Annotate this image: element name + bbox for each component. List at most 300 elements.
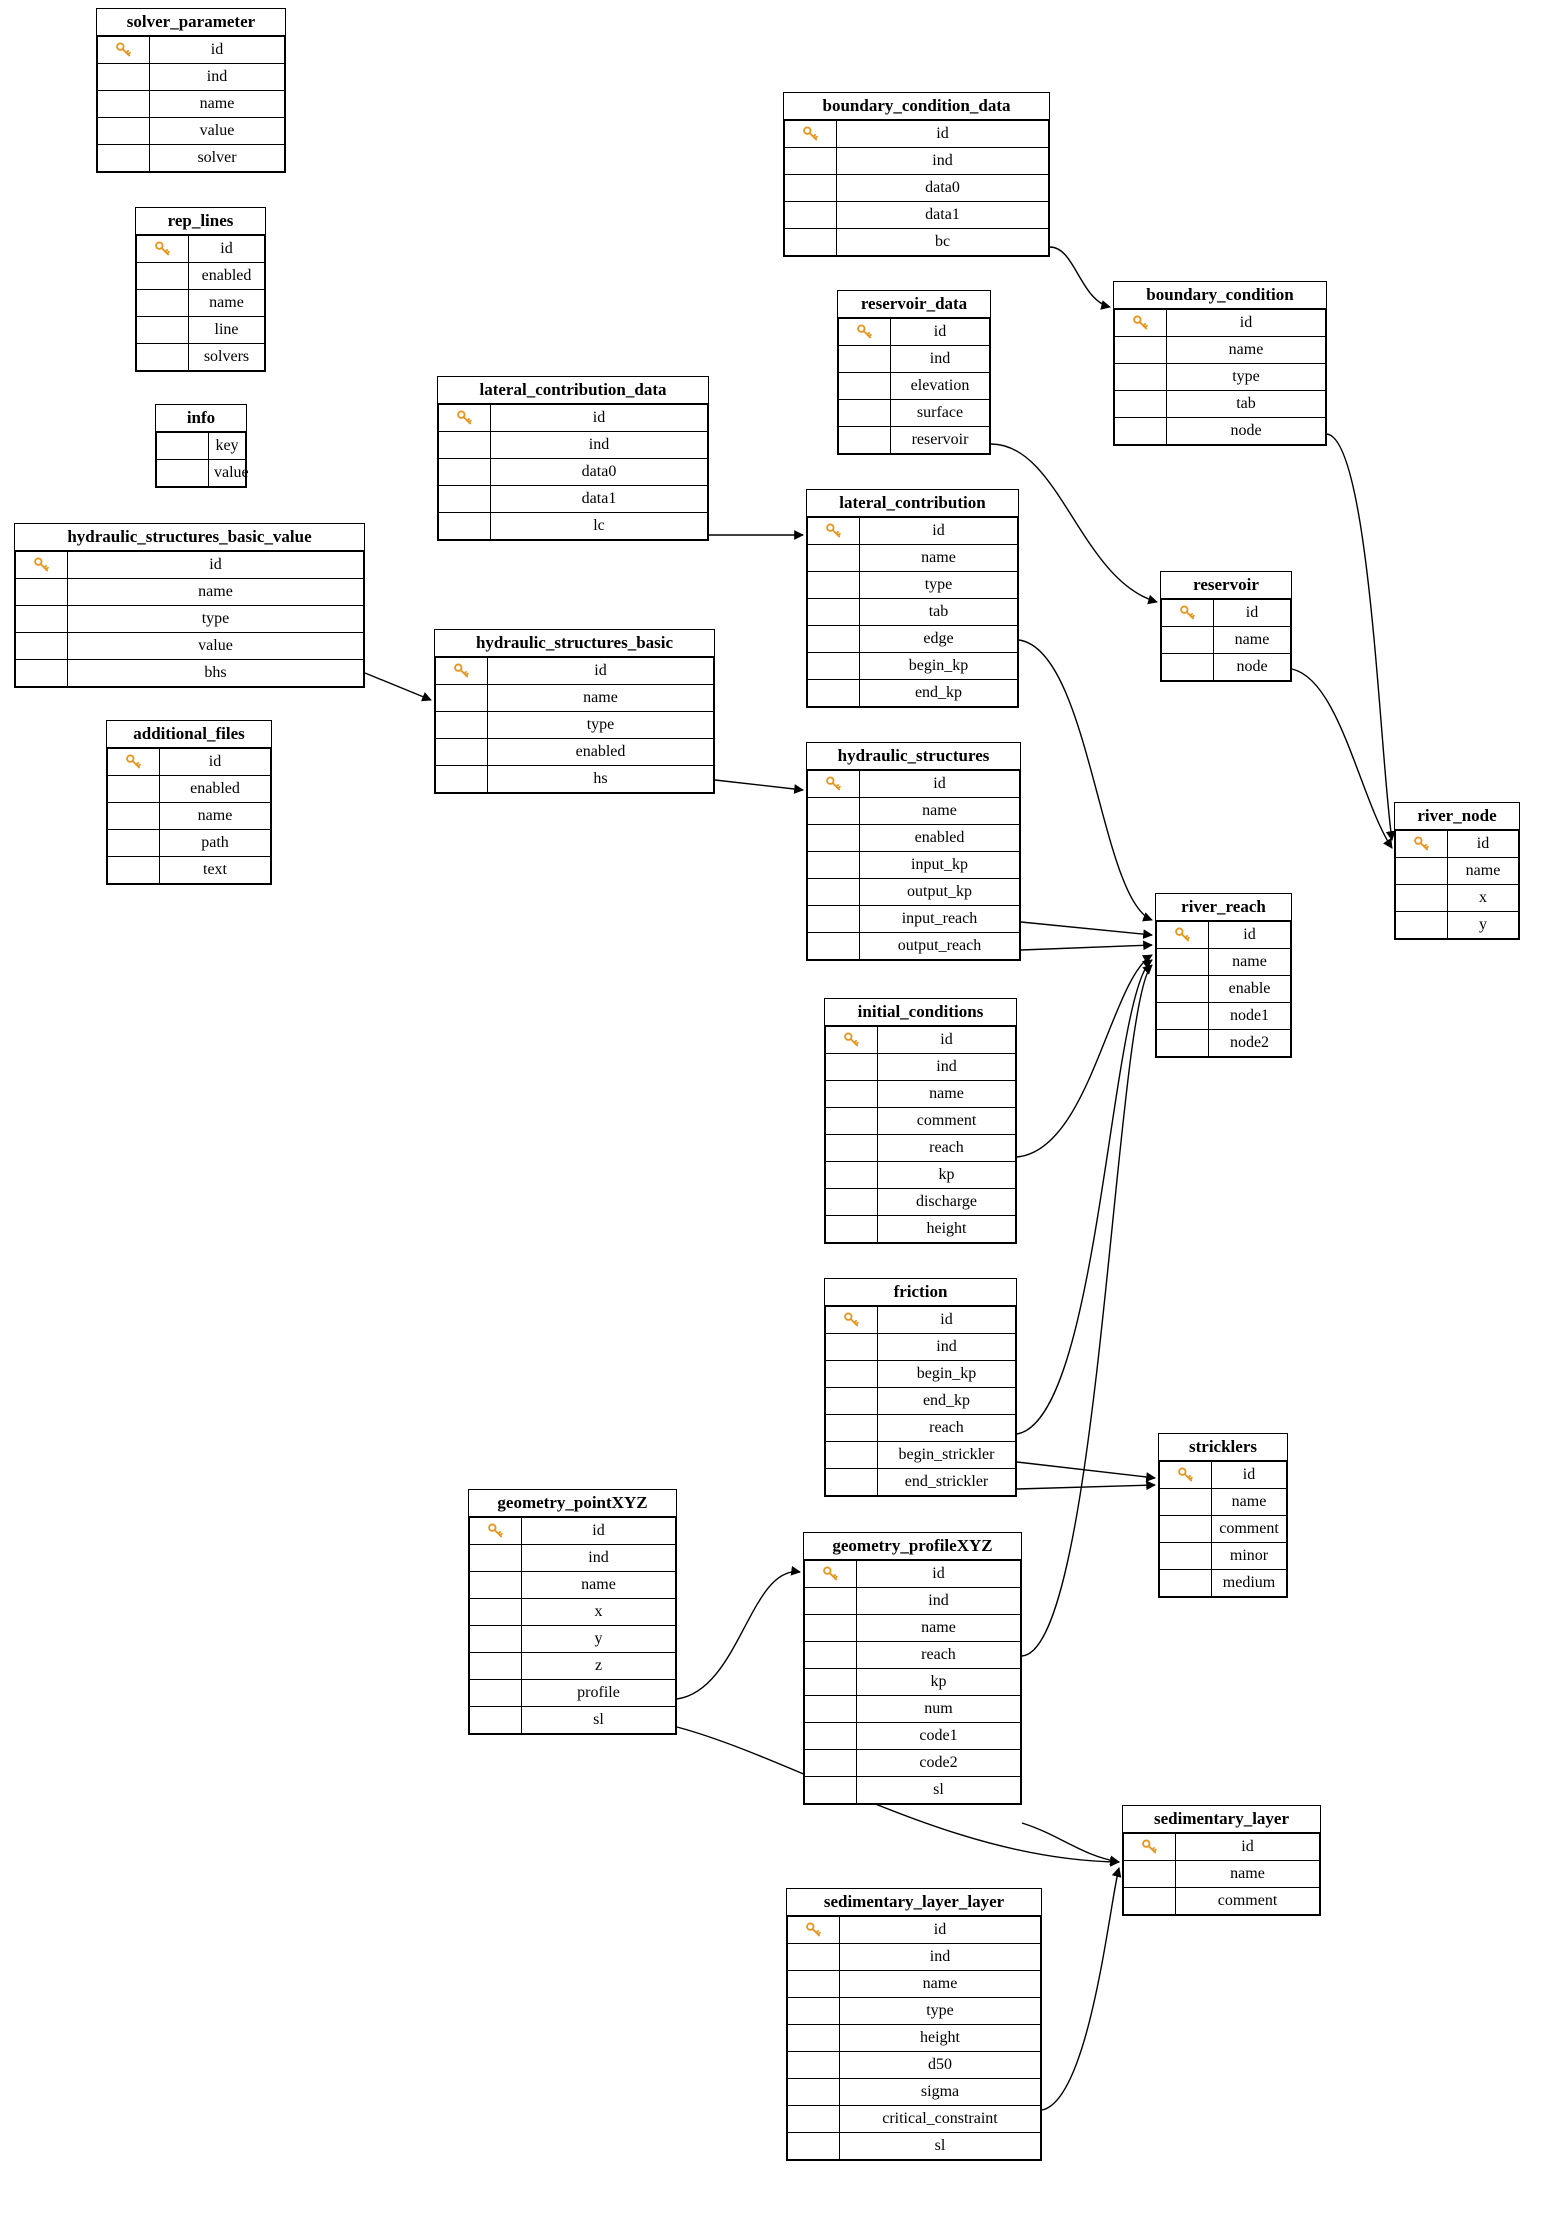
field-key-placeholder <box>808 626 860 653</box>
relationship-edge <box>1021 922 1152 935</box>
entity-table-initial_conditions[interactable] <box>824 998 1017 1244</box>
field-label: value <box>68 633 364 660</box>
field-label: id <box>1448 831 1519 858</box>
field-key-placeholder <box>805 1642 857 1669</box>
field-label: ind <box>491 432 708 459</box>
entity-field-row <box>808 653 1018 680</box>
field-key-placeholder <box>1115 391 1167 418</box>
entity-field-row <box>436 739 714 766</box>
entity-title: boundary_condition_data <box>784 93 1049 120</box>
field-key-placeholder <box>16 633 68 660</box>
entity-field-row <box>1396 912 1519 939</box>
field-key-placeholder <box>470 1680 522 1707</box>
key-icon <box>1160 1462 1212 1489</box>
entity-table-hydraulic_structures_basic_value[interactable] <box>14 523 365 688</box>
entity-field-row <box>1157 922 1291 949</box>
entity-field-row <box>805 1588 1021 1615</box>
field-label: discharge <box>878 1189 1016 1216</box>
field-key-placeholder <box>1162 654 1214 681</box>
entity-field-row <box>788 2106 1041 2133</box>
entity-table-lateral_contribution[interactable] <box>806 489 1019 708</box>
entity-title: river_reach <box>1156 894 1291 921</box>
field-key-placeholder <box>808 879 860 906</box>
field-label: reach <box>878 1415 1016 1442</box>
entity-field-row <box>808 771 1020 798</box>
relationship-edge <box>1050 247 1110 307</box>
entity-title: additional_files <box>107 721 271 748</box>
field-label: comment <box>1212 1516 1287 1543</box>
entity-table-hydraulic_structures_basic[interactable] <box>434 629 715 794</box>
entity-field-row <box>808 906 1020 933</box>
field-label: end_kp <box>878 1388 1016 1415</box>
field-label: end_kp <box>860 680 1018 707</box>
field-label: ind <box>878 1054 1016 1081</box>
field-key-placeholder <box>1162 627 1214 654</box>
field-key-placeholder <box>1396 858 1448 885</box>
field-label: name <box>189 290 265 317</box>
field-key-placeholder <box>137 290 189 317</box>
entity-field-row <box>436 658 714 685</box>
entity-title: lateral_contribution_data <box>438 377 708 404</box>
field-label: name <box>1214 627 1291 654</box>
entity-field-row <box>785 121 1049 148</box>
field-label: comment <box>1176 1888 1320 1915</box>
entity-field-row <box>436 712 714 739</box>
field-key-placeholder <box>839 427 891 454</box>
entity-field-row <box>1157 1030 1291 1057</box>
relationship-edge <box>1022 965 1152 1656</box>
relationship-edge <box>1017 955 1152 1157</box>
entity-field-row <box>1124 1861 1320 1888</box>
field-key-placeholder <box>157 460 209 487</box>
entity-field-row <box>826 1162 1016 1189</box>
field-label: code2 <box>857 1750 1021 1777</box>
entity-field-row <box>98 145 285 172</box>
field-key-placeholder <box>826 1361 878 1388</box>
entity-field-row <box>470 1572 676 1599</box>
field-key-placeholder <box>808 933 860 960</box>
relationship-edge <box>365 673 431 700</box>
entity-table-river_reach[interactable] <box>1155 893 1292 1058</box>
entity-field-row <box>826 1081 1016 1108</box>
field-key-placeholder <box>805 1750 857 1777</box>
entity-field-row <box>1396 885 1519 912</box>
entity-field-row <box>1160 1570 1287 1597</box>
entity-field-row <box>839 427 990 454</box>
field-key-placeholder <box>436 685 488 712</box>
field-key-placeholder <box>470 1653 522 1680</box>
field-label: code1 <box>857 1723 1021 1750</box>
field-key-placeholder <box>470 1707 522 1734</box>
entity-title: hydraulic_structures <box>807 743 1020 770</box>
field-key-placeholder <box>439 432 491 459</box>
field-key-placeholder <box>436 766 488 793</box>
entity-table-lateral_contribution_data[interactable] <box>437 376 709 541</box>
entity-title: solver_parameter <box>97 9 285 36</box>
entity-field-row <box>826 1135 1016 1162</box>
field-key-placeholder <box>808 798 860 825</box>
field-label: id <box>1214 600 1291 627</box>
entity-table-boundary_condition_data[interactable] <box>783 92 1050 257</box>
relationship-edge <box>677 1572 800 1699</box>
field-label: key <box>209 433 246 460</box>
field-key-placeholder <box>1396 885 1448 912</box>
field-label: reach <box>878 1135 1016 1162</box>
entity-field-row <box>98 118 285 145</box>
field-label: name <box>160 803 271 830</box>
field-label: height <box>840 2025 1041 2052</box>
field-key-placeholder <box>805 1777 857 1804</box>
entity-field-row <box>137 317 265 344</box>
field-label: begin_strickler <box>878 1442 1016 1469</box>
field-label: id <box>878 1307 1016 1334</box>
field-label: name <box>1167 337 1326 364</box>
entity-field-row <box>788 1917 1041 1944</box>
field-key-placeholder <box>1157 1030 1209 1057</box>
field-label: data1 <box>837 202 1049 229</box>
entity-field-row <box>1124 1834 1320 1861</box>
entity-field-row <box>805 1723 1021 1750</box>
field-label: bc <box>837 229 1049 256</box>
entity-field-row <box>98 64 285 91</box>
field-key-placeholder <box>98 91 150 118</box>
field-label: id <box>860 518 1018 545</box>
entity-field-row <box>1115 418 1326 445</box>
field-key-placeholder <box>470 1626 522 1653</box>
key-icon <box>785 121 837 148</box>
field-label: node2 <box>1209 1030 1291 1057</box>
entity-title: stricklers <box>1159 1434 1287 1461</box>
entity-field-row <box>826 1415 1016 1442</box>
field-label: solver <box>150 145 285 172</box>
entity-field-row <box>470 1545 676 1572</box>
field-label: y <box>522 1626 676 1653</box>
key-icon <box>805 1561 857 1588</box>
field-label: id <box>837 121 1049 148</box>
field-key-placeholder <box>1124 1861 1176 1888</box>
field-label: tab <box>1167 391 1326 418</box>
entity-field-row <box>839 400 990 427</box>
entity-field-row <box>436 766 714 793</box>
key-icon <box>439 405 491 432</box>
field-label: name <box>488 685 714 712</box>
entity-field-row <box>108 776 271 803</box>
relationship-edge <box>1042 1868 1119 2110</box>
field-key-placeholder <box>439 513 491 540</box>
entity-table-additional_files[interactable] <box>106 720 272 885</box>
relationship-edge <box>1017 960 1152 1434</box>
entity-field-row <box>137 344 265 371</box>
entity-field-row <box>826 1189 1016 1216</box>
field-key-placeholder <box>788 2025 840 2052</box>
field-label: id <box>1176 1834 1320 1861</box>
relationship-edge <box>1292 669 1392 848</box>
entity-field-row <box>108 857 271 884</box>
field-key-placeholder <box>1115 364 1167 391</box>
entity-table-sedimentary_layer[interactable] <box>1122 1805 1321 1916</box>
entity-table-rep_lines[interactable] <box>135 207 266 372</box>
entity-field-row <box>16 660 364 687</box>
field-label: name <box>1209 949 1291 976</box>
entity-field-row <box>788 2079 1041 2106</box>
entity-field-row <box>1124 1888 1320 1915</box>
field-label: node1 <box>1209 1003 1291 1030</box>
field-label: minor <box>1212 1543 1287 1570</box>
field-label: name <box>1176 1861 1320 1888</box>
field-label: enabled <box>189 263 265 290</box>
entity-field-row <box>470 1626 676 1653</box>
entity-field-row <box>788 2025 1041 2052</box>
field-label: sl <box>522 1707 676 1734</box>
field-key-placeholder <box>826 1054 878 1081</box>
entity-field-row <box>826 1334 1016 1361</box>
entity-table-geometry_profileXYZ[interactable] <box>803 1532 1022 1805</box>
field-label: value <box>150 118 285 145</box>
entity-table-reservoir_data[interactable] <box>837 290 991 455</box>
entity-table-info[interactable] <box>155 404 247 488</box>
field-label: reach <box>857 1642 1021 1669</box>
field-label: ind <box>891 346 990 373</box>
entity-field-row <box>1115 337 1326 364</box>
entity-field-row <box>826 1442 1016 1469</box>
field-label: id <box>891 319 990 346</box>
entity-title: initial_conditions <box>825 999 1016 1026</box>
entity-title: reservoir_data <box>838 291 990 318</box>
field-key-placeholder <box>98 64 150 91</box>
field-label: comment <box>878 1108 1016 1135</box>
field-key-placeholder <box>808 545 860 572</box>
field-key-placeholder <box>98 145 150 172</box>
field-label: hs <box>488 766 714 793</box>
field-label: elevation <box>891 373 990 400</box>
field-label: type <box>68 606 364 633</box>
entity-field-row <box>1160 1543 1287 1570</box>
field-label: output_reach <box>860 933 1020 960</box>
entity-field-row <box>1115 391 1326 418</box>
entity-title: geometry_profileXYZ <box>804 1533 1021 1560</box>
field-label: id <box>857 1561 1021 1588</box>
field-key-placeholder <box>826 1469 878 1496</box>
field-key-placeholder <box>805 1696 857 1723</box>
entity-field-row <box>470 1653 676 1680</box>
field-label: name <box>150 91 285 118</box>
entity-table-geometry_pointXYZ[interactable] <box>468 1489 677 1735</box>
field-key-placeholder <box>788 1944 840 1971</box>
field-label: tab <box>860 599 1018 626</box>
field-key-placeholder <box>108 803 160 830</box>
field-key-placeholder <box>470 1545 522 1572</box>
key-icon <box>788 1917 840 1944</box>
entity-field-row <box>808 680 1018 707</box>
field-label: kp <box>857 1669 1021 1696</box>
field-label: id <box>1212 1462 1287 1489</box>
key-icon <box>436 658 488 685</box>
field-label: ind <box>857 1588 1021 1615</box>
field-key-placeholder <box>808 680 860 707</box>
field-label: id <box>1167 310 1326 337</box>
entity-field-row <box>1157 949 1291 976</box>
field-label: surface <box>891 400 990 427</box>
field-label: type <box>840 1998 1041 2025</box>
field-key-placeholder <box>805 1615 857 1642</box>
field-key-placeholder <box>805 1669 857 1696</box>
field-label: bhs <box>68 660 364 687</box>
field-key-placeholder <box>436 712 488 739</box>
field-label: kp <box>878 1162 1016 1189</box>
key-icon <box>1115 310 1167 337</box>
field-label: data0 <box>837 175 1049 202</box>
entity-field-row <box>785 175 1049 202</box>
field-label: id <box>488 658 714 685</box>
field-key-placeholder <box>788 1998 840 2025</box>
field-label: id <box>840 1917 1041 1944</box>
entity-table-friction[interactable] <box>824 1278 1017 1497</box>
field-key-placeholder <box>808 825 860 852</box>
field-label: profile <box>522 1680 676 1707</box>
entity-field-row <box>788 1971 1041 1998</box>
entity-title: geometry_pointXYZ <box>469 1490 676 1517</box>
entity-field-row <box>1396 858 1519 885</box>
field-label: id <box>1209 922 1291 949</box>
field-key-placeholder <box>808 852 860 879</box>
entity-title: info <box>156 405 246 432</box>
key-icon <box>1396 831 1448 858</box>
key-icon <box>137 236 189 263</box>
field-key-placeholder <box>808 906 860 933</box>
field-key-placeholder <box>839 373 891 400</box>
entity-field-row <box>788 2133 1041 2160</box>
field-label: name <box>1212 1489 1287 1516</box>
field-key-placeholder <box>826 1216 878 1243</box>
entity-field-row <box>436 685 714 712</box>
entity-field-row <box>16 606 364 633</box>
field-label: reservoir <box>891 427 990 454</box>
entity-field-row <box>1115 310 1326 337</box>
field-key-placeholder <box>785 202 837 229</box>
entity-title: lateral_contribution <box>807 490 1018 517</box>
key-icon <box>108 749 160 776</box>
relationship-edge <box>1017 1485 1155 1489</box>
entity-field-row <box>1160 1489 1287 1516</box>
field-key-placeholder <box>808 653 860 680</box>
entity-field-row <box>805 1696 1021 1723</box>
entity-field-row <box>839 373 990 400</box>
entity-title: boundary_condition <box>1114 282 1326 309</box>
field-key-placeholder <box>1160 1516 1212 1543</box>
field-label: sl <box>840 2133 1041 2160</box>
key-icon <box>1124 1834 1176 1861</box>
entity-field-row <box>1157 1003 1291 1030</box>
field-label: ind <box>878 1334 1016 1361</box>
entity-title: friction <box>825 1279 1016 1306</box>
entity-field-row <box>826 1388 1016 1415</box>
field-key-placeholder <box>826 1415 878 1442</box>
field-label: height <box>878 1216 1016 1243</box>
field-key-placeholder <box>1157 1003 1209 1030</box>
field-label: line <box>189 317 265 344</box>
field-label: node <box>1167 418 1326 445</box>
field-key-placeholder <box>826 1135 878 1162</box>
field-label: ind <box>840 1944 1041 1971</box>
field-key-placeholder <box>1160 1570 1212 1597</box>
field-key-placeholder <box>157 433 209 460</box>
key-icon <box>826 1027 878 1054</box>
field-key-placeholder <box>137 344 189 371</box>
entity-field-row <box>808 825 1020 852</box>
key-icon <box>808 518 860 545</box>
field-key-placeholder <box>108 830 160 857</box>
entity-title: rep_lines <box>136 208 265 235</box>
field-key-placeholder <box>1157 976 1209 1003</box>
field-label: lc <box>491 513 708 540</box>
field-label: type <box>1167 364 1326 391</box>
field-label: d50 <box>840 2052 1041 2079</box>
entity-table-sedimentary_layer_layer[interactable] <box>786 1888 1042 2161</box>
entity-field-row <box>470 1680 676 1707</box>
field-label: sl <box>857 1777 1021 1804</box>
entity-field-row <box>470 1707 676 1734</box>
field-label: id <box>860 771 1020 798</box>
field-label: text <box>160 857 271 884</box>
field-label: id <box>150 37 285 64</box>
entity-field-row <box>808 879 1020 906</box>
field-label: id <box>68 552 364 579</box>
entity-table-stricklers[interactable] <box>1158 1433 1288 1598</box>
entity-field-row <box>788 1998 1041 2025</box>
entity-table-reservoir[interactable] <box>1160 571 1292 682</box>
field-label: name <box>860 798 1020 825</box>
entity-field-row <box>108 803 271 830</box>
field-label: name <box>860 545 1018 572</box>
field-label: data0 <box>491 459 708 486</box>
field-label: y <box>1448 912 1519 939</box>
field-key-placeholder <box>785 229 837 256</box>
entity-field-row <box>808 798 1020 825</box>
field-label: data1 <box>491 486 708 513</box>
key-icon <box>98 37 150 64</box>
entity-field-row <box>1162 600 1291 627</box>
field-key-placeholder <box>826 1162 878 1189</box>
entity-field-row <box>108 830 271 857</box>
field-label: ind <box>150 64 285 91</box>
entity-field-row <box>805 1669 1021 1696</box>
entity-field-row <box>808 599 1018 626</box>
entity-field-row <box>1157 976 1291 1003</box>
entity-field-row <box>470 1599 676 1626</box>
field-label: name <box>878 1081 1016 1108</box>
entity-table-hydraulic_structures[interactable] <box>806 742 1021 961</box>
entity-field-row <box>439 405 708 432</box>
entity-field-row <box>108 749 271 776</box>
field-key-placeholder <box>808 599 860 626</box>
field-key-placeholder <box>1124 1888 1176 1915</box>
key-icon <box>826 1307 878 1334</box>
entity-field-row <box>839 346 990 373</box>
field-key-placeholder <box>788 2106 840 2133</box>
field-label: id <box>491 405 708 432</box>
field-label: output_kp <box>860 879 1020 906</box>
field-key-placeholder <box>826 1108 878 1135</box>
field-label: node <box>1214 654 1291 681</box>
entity-field-row <box>1162 627 1291 654</box>
entity-table-solver_parameter[interactable] <box>96 8 286 173</box>
entity-field-row <box>808 933 1020 960</box>
entity-field-row <box>1115 364 1326 391</box>
field-label: medium <box>1212 1570 1287 1597</box>
entity-table-river_node[interactable] <box>1394 802 1520 940</box>
entity-table-boundary_condition[interactable] <box>1113 281 1327 446</box>
field-label: enable <box>1209 976 1291 1003</box>
